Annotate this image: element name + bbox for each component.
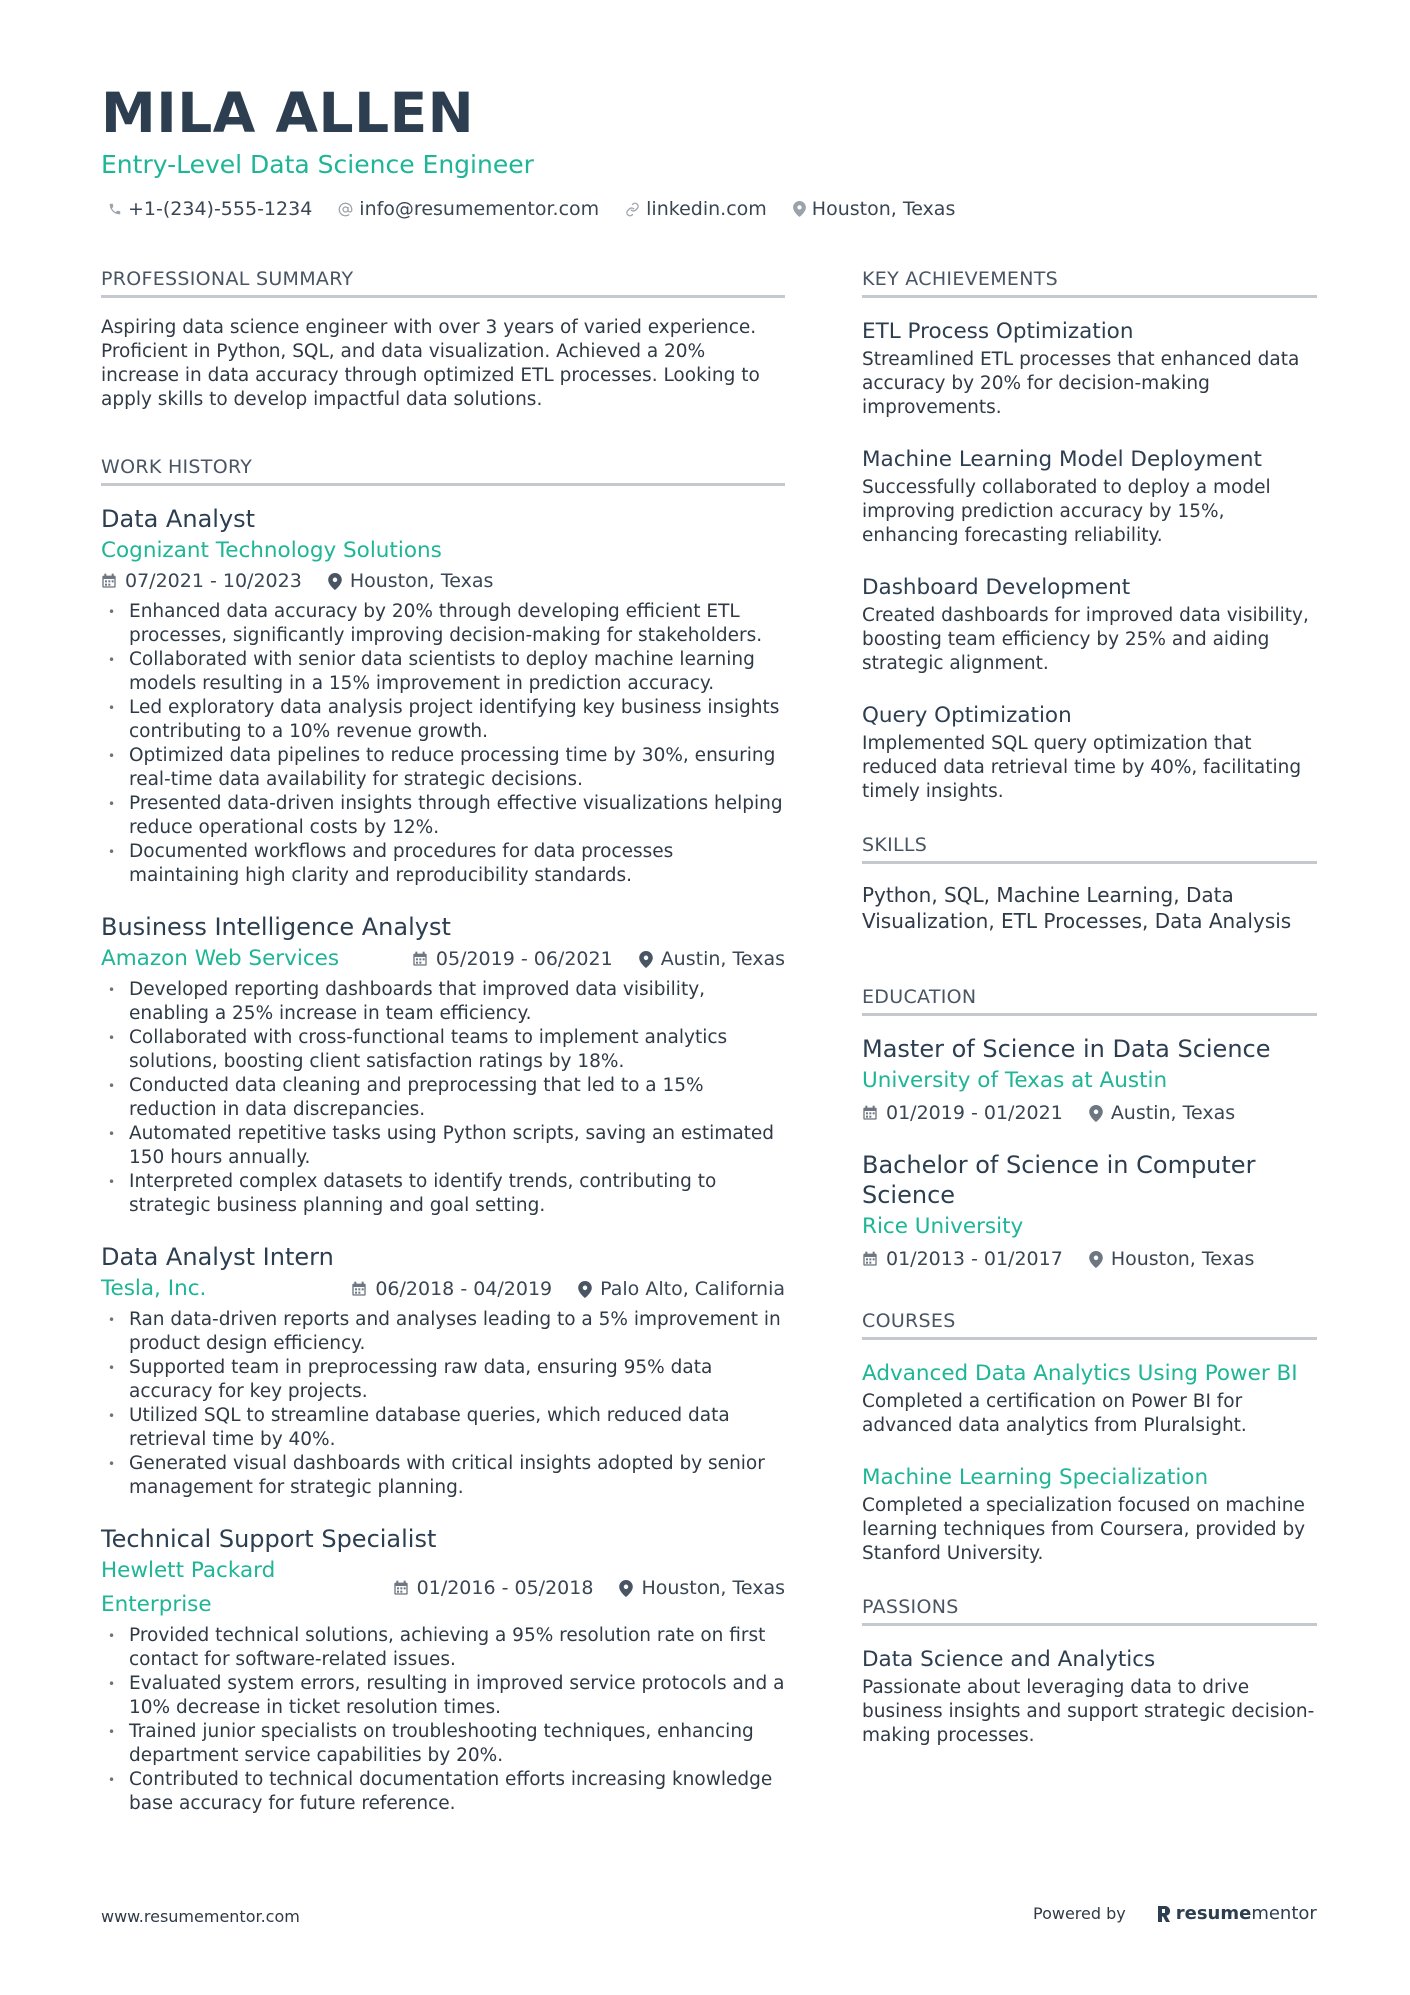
calendar-icon [101, 573, 117, 589]
contact-phone [108, 198, 312, 220]
job-company-line [101, 1272, 785, 1306]
location-pin-icon [1089, 1105, 1103, 1122]
education-item [862, 1150, 1317, 1274]
list-item: • Collaborated with cross-functional teams to implement analytics solutions, boosting client satisfaction ratings by 18%. [101, 1026, 785, 1074]
location-pin-icon [639, 951, 653, 968]
education-dates-text: 01/2013 - 01/2017 [886, 1248, 1063, 1270]
list-item: • Utilized SQL to streamline database queries, which reduced data retrieval time by 40%. [101, 1404, 785, 1452]
phone-icon [108, 202, 122, 216]
list-item: • Supported team in preprocessing raw data, ensuring 95% data accuracy for key projects. [101, 1356, 785, 1404]
job-bullets [101, 1308, 785, 1500]
course-text: Completed a certification on Power BI for advanced data analytics from Pluralsight. [862, 1391, 1247, 1436]
resumementor-logo-icon [1156, 1904, 1172, 1924]
brand-logo[interactable] [1156, 1903, 1317, 1924]
job-company: Amazon Web Services [101, 946, 340, 971]
education-dates [862, 1244, 1063, 1274]
skills-heading: SKILLS [862, 834, 1317, 864]
job-dates [393, 1571, 594, 1605]
achievement-text: Created dashboards for improved data visibility, boosting team efficiency by 25% and aiding strategic alignment. [862, 605, 1309, 674]
job-bullets [101, 600, 785, 888]
at-icon [338, 202, 353, 217]
footer-website[interactable]: www.resumementor.com [101, 1907, 300, 1926]
list-item: • Enhanced data accuracy by 20% through developing efficient ETL processes, significantly improving decision-making for stakeholders. [101, 600, 785, 648]
phone-text: +1-(234)-555-1234 [128, 198, 313, 220]
link-icon [625, 202, 640, 217]
job-meta [412, 942, 785, 976]
list-item: • Contributed to technical documentation efforts increasing knowledge base accuracy for future reference. [101, 1768, 785, 1816]
work-history-section [101, 456, 785, 1816]
skills-text: Python, SQL, Machine Learning, Data Visualization, ETL Processes, Data Analysis [862, 883, 1292, 933]
list-item: • Conducted data cleaning and preprocessing that led to a 15% reduction in data discrepancies. [101, 1074, 785, 1122]
job-meta [351, 1272, 785, 1306]
courses-section [862, 1310, 1317, 1566]
education-meta [862, 1098, 1317, 1128]
achievement-item [862, 316, 1317, 420]
job-company: Hewlett Packard Enterprise [101, 1558, 276, 1617]
achievement-title: Dashboard Development [862, 575, 1131, 600]
job-title: Technical Support Specialist [101, 1525, 437, 1553]
location-pin-icon [578, 1281, 592, 1298]
job-bullets [101, 978, 785, 1218]
job-location-text: Austin, Texas [660, 948, 785, 970]
calendar-icon [393, 1580, 409, 1596]
course-text: Completed a specialization focused on machine learning techniques from Coursera, provided by Stanford University. [862, 1495, 1306, 1564]
job-entry [101, 1242, 785, 1500]
list-item: • Generated visual dashboards with critical insights adopted by senior management for strategic planning. [101, 1452, 785, 1500]
list-item: • Provided technical solutions, achieving a 95% resolution rate on first contact for software-related issues. [101, 1624, 785, 1672]
achievement-title: ETL Process Optimization [862, 319, 1134, 344]
job-location-text: Palo Alto, California [600, 1278, 785, 1300]
achievements-section [862, 268, 1317, 804]
list-item: • Ran data-driven reports and analyses leading to a 5% improvement in product design efficiency. [101, 1308, 785, 1356]
job-location [328, 564, 494, 598]
job-dates-text: 01/2016 - 05/2018 [416, 1577, 594, 1599]
list-item: • Collaborated with senior data scientists to deploy machine learning models resulting in a 15% improvement in prediction accuracy. [101, 648, 785, 696]
education-dates-text: 01/2019 - 01/2021 [886, 1102, 1063, 1124]
linkedin-text: linkedin.com [646, 198, 767, 220]
calendar-icon [351, 1281, 367, 1297]
calendar-icon [412, 951, 428, 967]
powered-by-text: Powered by [1033, 1904, 1126, 1923]
contact-email [338, 198, 599, 220]
location-text: Houston, Texas [811, 198, 956, 220]
course-title: Machine Learning Specialization [862, 1465, 1209, 1490]
education-location-text: Austin, Texas [1110, 1102, 1236, 1124]
location-pin-icon [793, 201, 806, 217]
list-item: • Automated repetitive tasks using Python scripts, saving an estimated 150 hours annually. [101, 1122, 785, 1170]
education-section [862, 986, 1317, 1274]
brand-bold: resume [1175, 1903, 1252, 1924]
location-pin-icon [619, 1580, 633, 1597]
job-location [619, 1571, 785, 1605]
job-entry [101, 912, 785, 1218]
calendar-icon [862, 1251, 878, 1267]
job-location [578, 1272, 785, 1306]
achievement-title: Machine Learning Model Deployment [862, 447, 1262, 472]
footer-branding [1033, 1903, 1317, 1924]
job-bullets [101, 1624, 785, 1816]
work-history-heading: WORK HISTORY [101, 456, 785, 486]
list-item: • Interpreted complex datasets to identify trends, contributing to strategic business planning and goal setting. [101, 1170, 785, 1218]
location-pin-icon [328, 573, 342, 590]
candidate-name: MILA ALLEN [101, 81, 475, 145]
job-company-line [101, 1554, 785, 1622]
list-item: • Trained junior specialists on troubleshooting techniques, enhancing department service capabilities by 20%. [101, 1720, 785, 1768]
calendar-icon [862, 1105, 878, 1121]
job-entry [101, 1524, 785, 1816]
location-pin-icon [1089, 1251, 1103, 1268]
list-item: • Documented workflows and procedures for data processes maintaining high clarity and reproducibility standards. [101, 840, 785, 888]
achievement-text: Streamlined ETL processes that enhanced data accuracy by 20% for decision-making improvements. [862, 349, 1300, 418]
skills-section [862, 834, 1317, 934]
course-item [862, 1462, 1317, 1566]
achievement-item [862, 572, 1317, 676]
education-location-text: Houston, Texas [1110, 1248, 1255, 1270]
courses-heading: COURSES [862, 1310, 1317, 1340]
summary-heading: PROFESSIONAL SUMMARY [101, 268, 785, 298]
email-text: info@resumementor.com [359, 198, 600, 220]
list-item: • Led exploratory data analysis project identifying key business insights contributing to a 10% revenue growth. [101, 696, 785, 744]
job-entry [101, 504, 785, 888]
job-company: Cognizant Technology Solutions [101, 538, 442, 563]
job-meta-line [101, 564, 785, 598]
degree-title: Bachelor of Science in Computer Science [862, 1151, 1256, 1209]
job-dates [412, 942, 613, 976]
job-company: Tesla, Inc. [101, 1276, 207, 1301]
contact-bar [108, 198, 981, 220]
job-dates-text: 07/2021 - 10/2023 [125, 570, 302, 592]
job-location [639, 942, 785, 976]
summary-section [101, 268, 785, 412]
summary-text: Aspiring data science engineer with over 3 years of varied experience. Proficient in Python, SQL, and data visualization. Achieved a 20% increase in data accuracy through optimized ETL processes. Looking to apply skills to develop impactful data solutions. [101, 317, 760, 410]
education-location [1089, 1244, 1255, 1274]
job-title: Business Intelligence Analyst [101, 913, 451, 941]
job-title: Data Analyst Intern [101, 1243, 334, 1271]
achievements-heading: KEY ACHIEVEMENTS [862, 268, 1317, 298]
achievement-item [862, 700, 1317, 804]
education-meta [862, 1244, 1317, 1274]
passion-item [862, 1644, 1317, 1748]
passions-section [862, 1596, 1317, 1748]
brand-thin: mentor [1251, 1903, 1317, 1924]
course-title: Advanced Data Analytics Using Power BI [862, 1361, 1298, 1386]
education-heading: EDUCATION [862, 986, 1317, 1016]
job-location-text: Houston, Texas [641, 1577, 786, 1599]
list-item: • Developed reporting dashboards that improved data visibility, enabling a 25% increase in team efficiency. [101, 978, 785, 1026]
degree-title: Master of Science in Data Science [862, 1035, 1271, 1063]
job-meta [101, 564, 493, 598]
job-title: Data Analyst [101, 505, 256, 533]
left-column [101, 268, 785, 1840]
list-item: • Evaluated system errors, resulting in improved service protocols and a 10% decrease in ticket resolution times. [101, 1672, 785, 1720]
list-item: • Optimized data pipelines to reduce processing time by 30%, ensuring real-time data availability for strategic decisions. [101, 744, 785, 792]
job-dates-text: 06/2018 - 04/2019 [375, 1278, 553, 1300]
candidate-title: Entry-Level Data Science Engineer [101, 150, 534, 179]
job-dates [101, 564, 302, 598]
education-location [1089, 1098, 1235, 1128]
right-column [862, 268, 1317, 1772]
job-meta [393, 1571, 785, 1605]
course-item [862, 1358, 1317, 1438]
job-location-text: Houston, Texas [349, 570, 494, 592]
passions-heading: PASSIONS [862, 1596, 1317, 1626]
job-dates-text: 05/2019 - 06/2021 [435, 948, 613, 970]
list-item: • Presented data-driven insights through effective visualizations helping reduce operational costs by 12%. [101, 792, 785, 840]
education-item [862, 1034, 1317, 1128]
job-company-line [101, 534, 785, 568]
contact-linkedin [625, 198, 767, 220]
school-name: University of Texas at Austin [862, 1068, 1168, 1093]
education-dates [862, 1098, 1063, 1128]
passion-title: Data Science and Analytics [862, 1647, 1156, 1672]
achievement-text: Successfully collaborated to deploy a model improving prediction accuracy by 15%, enhancing forecasting reliability. [862, 477, 1271, 546]
achievement-item [862, 444, 1317, 548]
achievement-title: Query Optimization [862, 703, 1072, 728]
achievement-text: Implemented SQL query optimization that reduced data retrieval time by 40%, facilitating timely insights. [862, 733, 1302, 802]
contact-location [793, 198, 956, 220]
passion-text: Passionate about leveraging data to drive business insights and support strategic decision-making processes. [862, 1677, 1315, 1746]
job-dates [351, 1272, 552, 1306]
job-company-line [101, 942, 785, 976]
school-name: Rice University [862, 1214, 1024, 1239]
